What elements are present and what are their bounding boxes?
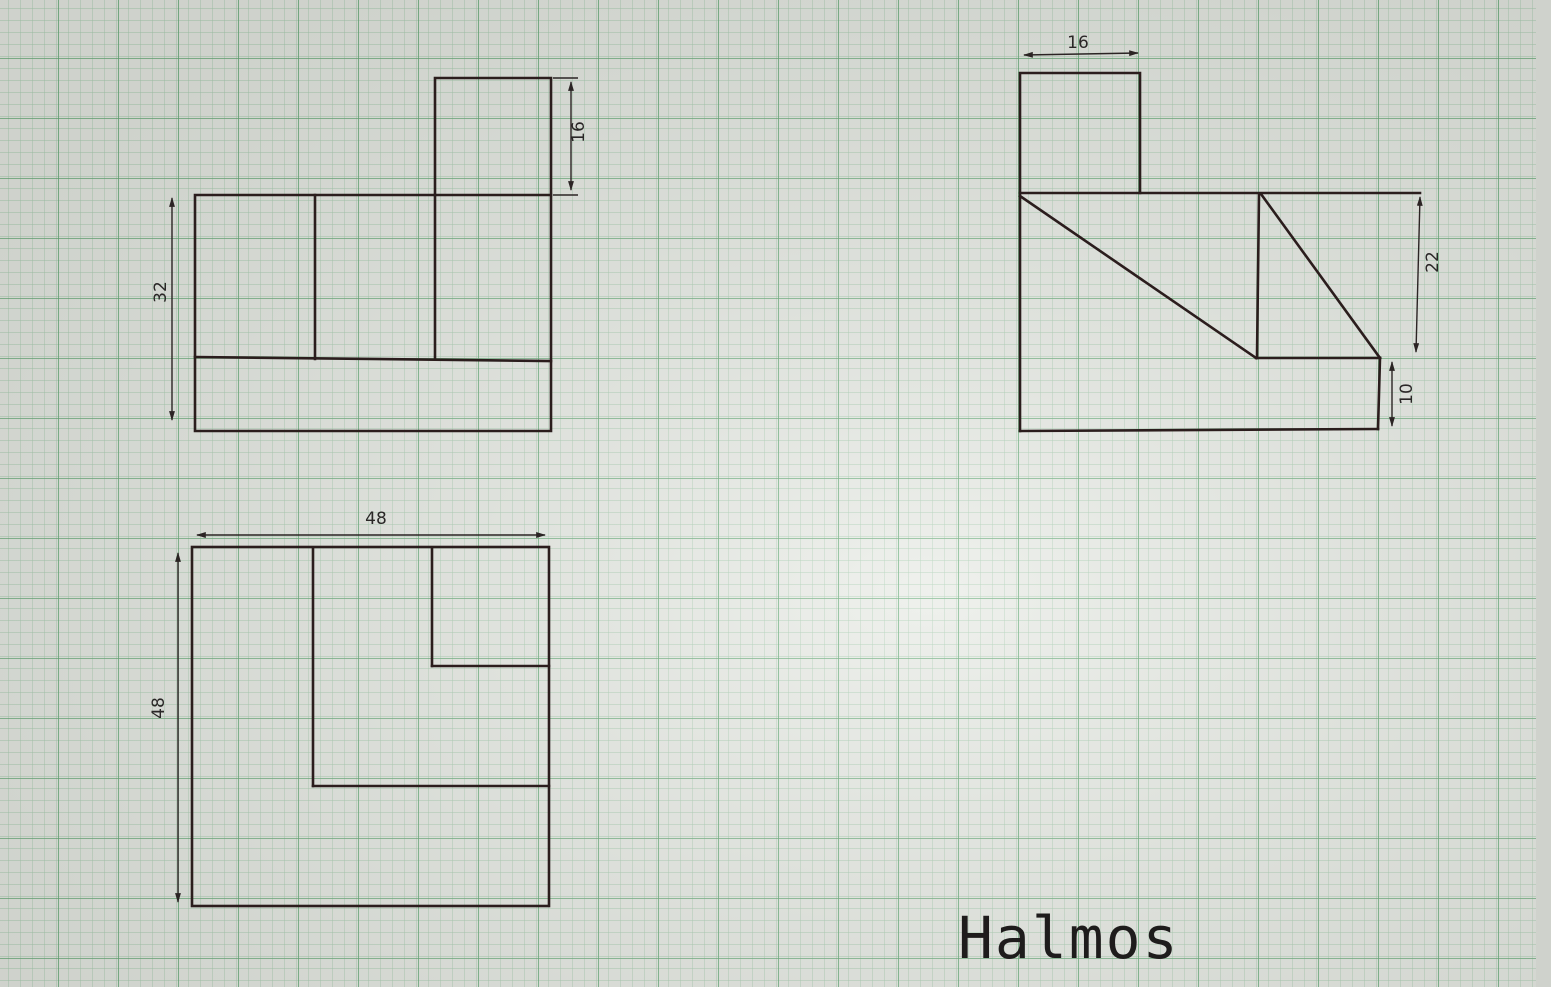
dimension-label-slope-height: 22 (1423, 251, 1443, 273)
author-signature: Halmos (958, 904, 1180, 972)
dimension-label-depth: 48 (149, 697, 169, 719)
dimension-label-total-height: 32 (151, 281, 171, 303)
paper-edge (1536, 0, 1551, 987)
dimension-label-width: 48 (365, 509, 387, 529)
dimension-label-block-height: 16 (569, 121, 589, 143)
dimension-label-block-width: 16 (1067, 33, 1089, 53)
dimension-label-base-height: 10 (1397, 383, 1417, 405)
